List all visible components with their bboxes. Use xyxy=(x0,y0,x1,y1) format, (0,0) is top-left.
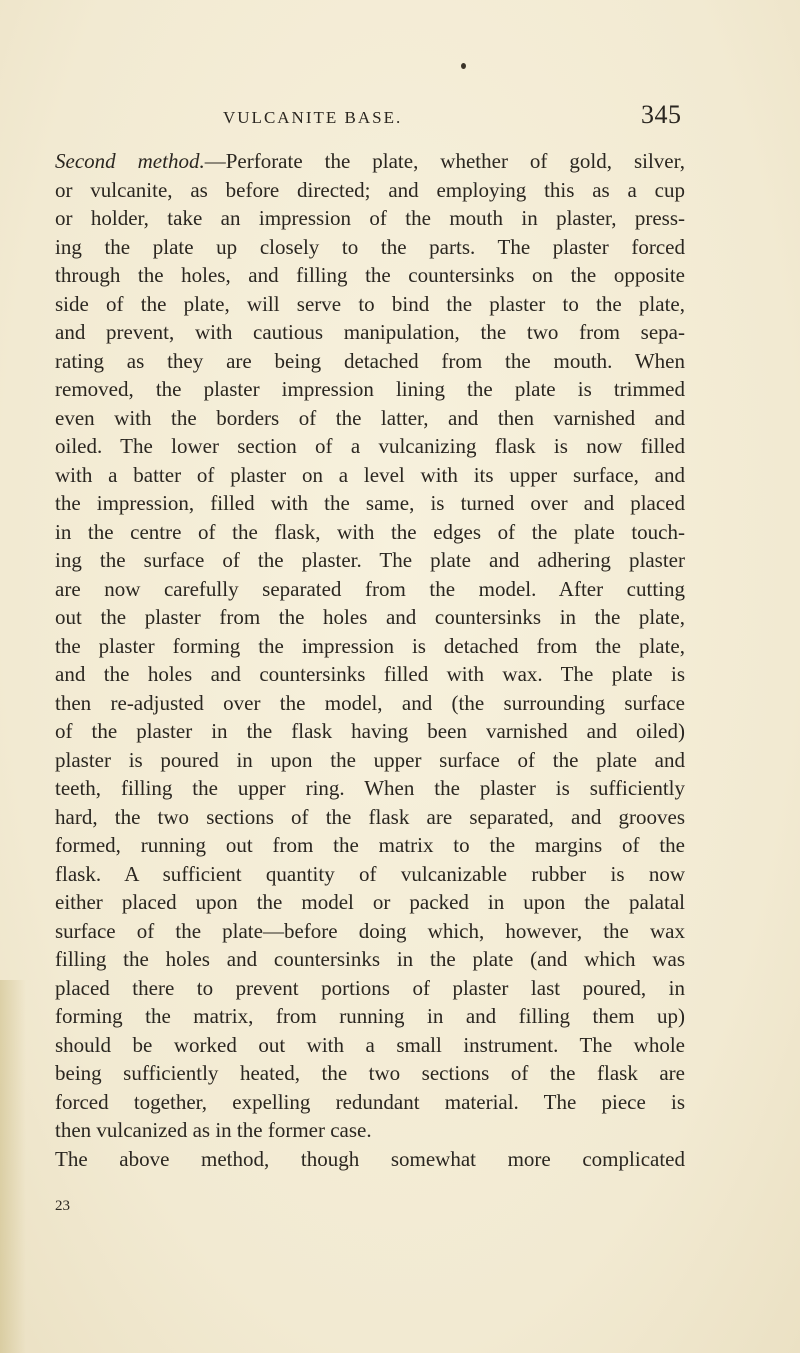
text-line: either placed upon the model or packed in upon the palatal xyxy=(55,890,685,914)
text-line: forced together, expelling redundant material. The piece is xyxy=(55,1089,685,1114)
text-line: the impression, filled with the same, is turned over and placed xyxy=(55,491,685,515)
text-line: the plaster forming the impression is detached from the plate, xyxy=(55,633,685,658)
text-line: even with the borders of the latter, and then varnished and xyxy=(55,405,685,430)
text-line: teeth, filling the upper ring. When the plaster is sufficiently xyxy=(55,776,685,800)
page-header xyxy=(0,100,800,140)
section-lead-italic: Second method. xyxy=(55,149,205,173)
text-line: then vulcanized as in the former case. xyxy=(55,1118,372,1142)
paragraph-start-line: The above method, though somewhat more complicated xyxy=(55,1146,685,1171)
text-line: forming the matrix, from running in and filling them up) xyxy=(55,1004,685,1028)
text-line-rest: —Perforate the plate, whether of gold, silver, xyxy=(204,149,686,173)
text-line: out the plaster from the holes and countersinks in the plate, xyxy=(55,605,685,629)
text-line: through the holes, and filling the countersinks on the opposite xyxy=(55,263,685,287)
text-line: removed, the plaster impression lining the plate is trimmed xyxy=(55,377,685,401)
text-line: formed, running out from the matrix to the margins of the xyxy=(55,833,685,857)
body-text xyxy=(55,147,685,1173)
text-line: side of the plate, will serve to bind the plaster to the plate, xyxy=(55,291,685,316)
ink-dot-mark xyxy=(461,63,466,69)
text-line: plaster is poured in upon the upper surface of the plate and xyxy=(55,747,685,772)
text-line: ing the surface of the plaster. The plate and adhering plaster xyxy=(55,548,685,572)
text-line: being sufficiently heated, the two sections of the flask are xyxy=(55,1061,685,1085)
running-head: VULCANITE BASE. xyxy=(223,108,403,127)
text-line: rating as they are being detached from the mouth. When xyxy=(55,348,685,373)
text-line: should be worked out with a small instrument. The whole xyxy=(55,1032,685,1057)
text-line: and prevent, with cautious manipulation, the two from sepa- xyxy=(55,320,685,344)
text-line: placed there to prevent portions of plaster last poured, in xyxy=(55,975,685,1000)
text-line: are now carefully separated from the model. After cutting xyxy=(55,576,685,601)
page-edge-stain xyxy=(0,980,26,1353)
text-line: flask. A sufficient quantity of vulcanizable rubber is now xyxy=(55,861,685,886)
text-line: ing the plate up closely to the parts. The plaster forced xyxy=(55,234,685,259)
text-line: with a batter of plaster on a level with its upper surface, and xyxy=(55,462,685,487)
text-line: in the centre of the flask, with the edges of the plate touch- xyxy=(55,519,685,544)
text-line: surface of the plate—before doing which, however, the wax xyxy=(55,918,685,943)
text-line: oiled. The lower section of a vulcanizing flask is now filled xyxy=(55,434,685,458)
text-line: of the plaster in the flask having been varnished and oiled) xyxy=(55,719,685,743)
text-line xyxy=(55,147,685,176)
text-line: and the holes and countersinks filled with wax. The plate is xyxy=(55,662,685,686)
text-line: hard, the two sections of the flask are separated, and grooves xyxy=(55,804,685,829)
text-line: filling the holes and countersinks in the plate (and which was xyxy=(55,947,685,971)
signature-mark: 23 xyxy=(55,1198,70,1214)
text-line: or vulcanite, as before directed; and employing this as a cup xyxy=(55,177,685,202)
page-number: 345 xyxy=(641,100,682,129)
text-line: then re-adjusted over the model, and (the surrounding surface xyxy=(55,690,685,715)
text-line: or holder, take an impression of the mouth in plaster, press- xyxy=(55,206,685,230)
